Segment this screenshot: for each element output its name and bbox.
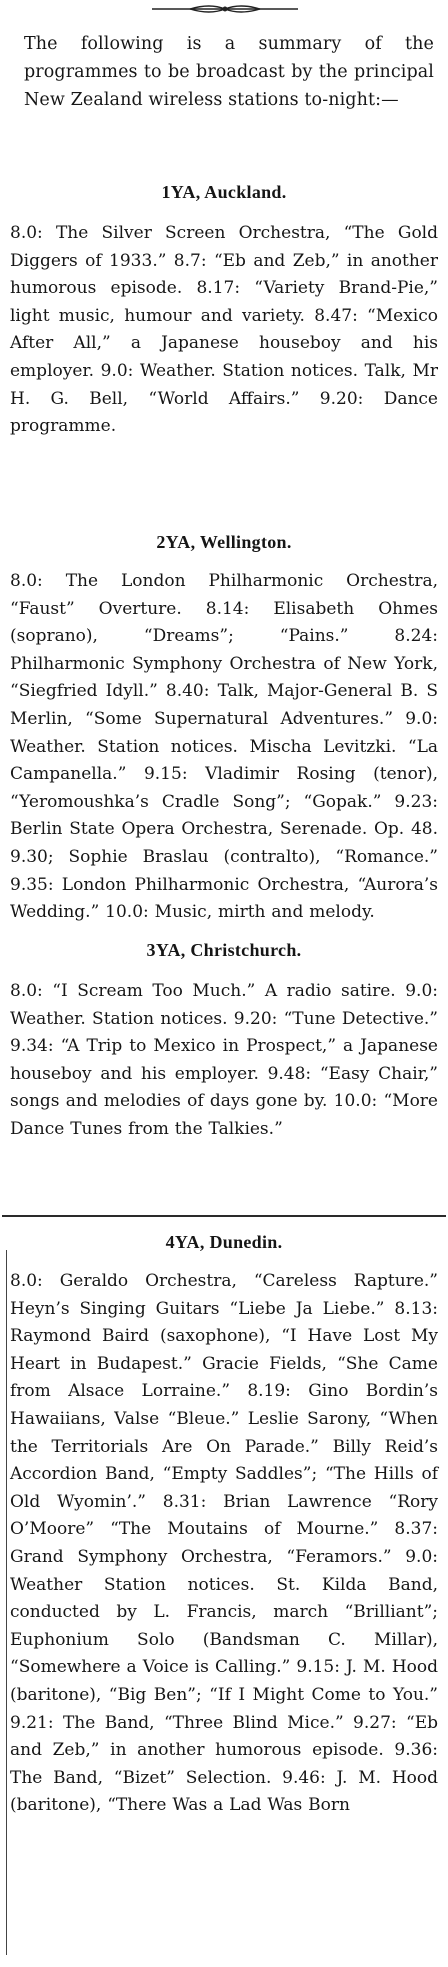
- station-programme-1ya: 8.0: The Silver Screen Orchestra, “The Gold Diggers of 1933.” 8.7: “Eb and Zeb,” in another humorous episode. 8.17: “Variety Brand-Pie,” light music, humour and variety. 8.47: “Mexico After All,” a Japanese houseboy and his employer. 9.0: Weather. Station notices. Talk, Mr H. G. Bell, “World Affairs.” 9.20: Dance programme.: [10, 223, 438, 437]
- station-heading-4ya: 4YA, Dunedin.: [165, 1232, 283, 1252]
- intro-paragraph: The following is a summary of the programmes to be broadcast by the principal New Zealand wireless stations to-night:—: [24, 34, 434, 110]
- column-edge-line: [6, 1250, 7, 1955]
- station-programme-3ya: 8.0: “I Scream Too Much.” A radio satire. 9.0: Weather. Station notices. 9.20: “Tune Detective.” 9.34: “A Trip to Mexico in Prospect,” a Japanese houseboy and his employer. 9.48: “Easy Chair,” songs and melodies of days gone by. 10.0: “More Dance Tunes from the Talkies.”: [10, 981, 438, 1139]
- ornament-rule-icon: [150, 2, 300, 16]
- station-heading-2ya: 2YA, Wellington.: [156, 532, 292, 552]
- station-programme-2ya: 8.0: The London Philharmonic Orchestra, “Faust” Overture. 8.14: Elisabeth Ohmes (soprano), “Dreams”; “Pains.” 8.24: Philharmonic Symphony Orchestra of New York, “Siegfried Idyll.” 8.40: Talk, Major-General B. S Merlin, “Some Supernatural Adventures.” 9.0: Weather. Station notices. Mischa Levitzki. “La Campanella.” 9.15: Vladimir Rosing (tenor), “Yeromoushka’s Cradle Song”; “Gopak.” 9.23: Berlin State Opera Orchestra, Serenade. Op. 48. 9.30; Sophie Braslau (contralto), “Romance.” 9.35: London Philharmonic Orchestra, “Aurora’s Wedding.” 10.0: Music, mirth and melody.: [10, 571, 438, 923]
- station-programme-4ya: 8.0: Geraldo Orchestra, “Careless Rapture.” Heyn’s Singing Guitars “Liebe Ja Liebe.” 8.13: Raymond Baird (saxophone), “I Have Lost My Heart in Budapest.” Gracie Fields, “She Came from Alsace Lorraine.” 8.19: Gino Bordin’s Hawaiians, Valse “Bleue.” Leslie Sarony, “When the Territorials Are On Parade.” Billy Reid’s Accordion Band, “Empty Saddles”; “The Hills of Old Wyomin’.” 8.31: Brian Lawrence “Rory O’Moore” “The Moutains of Mourne.” 8.37: Grand Symphony Orchestra, “Feramors.” 9.0: Weather Station notices. St. Kilda Band, conducted by L. Francis, march “Brilliant”; Euphonium Solo (Bandsman C. Millar), “Somewhere a Voice is Calling.” 9.15: J. M. Hood (baritone), “Big Ben”; “If I Might Come to You.” 9.21: The Band, “Three Blind Mice.” 9.27: “Eb and Zeb,” in another humorous episode. 9.36: The Band, “Bizet” Selection. 9.46: J. M. Hood (baritone), “There Was a Lad Was Born: [10, 1271, 438, 1816]
- section-divider: [2, 1215, 446, 1217]
- station-heading-1ya: 1YA, Auckland.: [161, 182, 287, 202]
- station-heading-3ya: 3YA, Christchurch.: [146, 940, 302, 960]
